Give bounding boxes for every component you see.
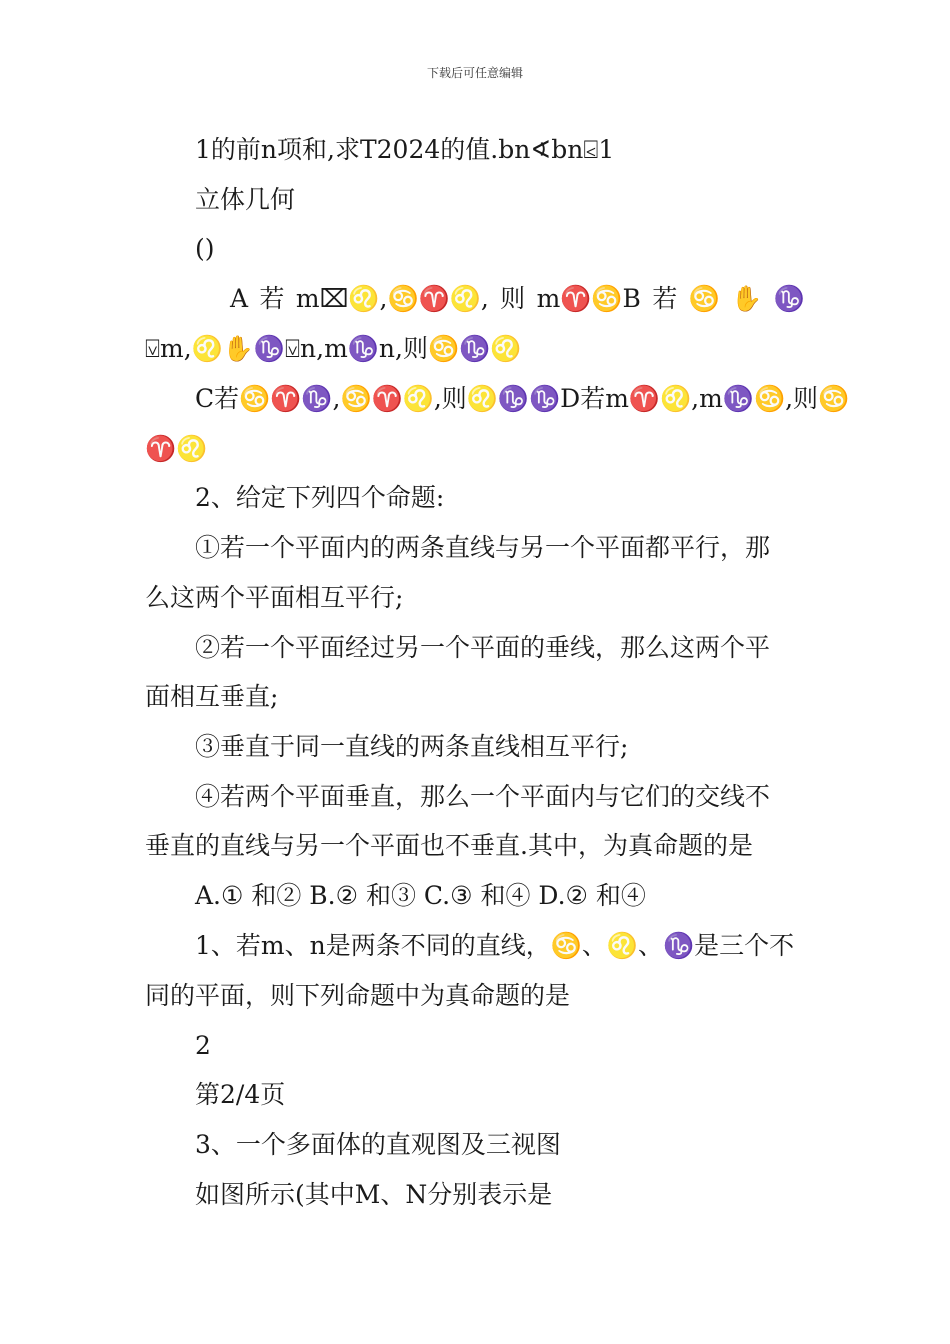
text-line: ⍌m,♌✋♑⍌n,m♑n,则♋♑♌ [145, 334, 522, 363]
text-part: A [230, 284, 249, 313]
text-line: 同的平面，则下列命题中为真命题的是 [145, 981, 571, 1010]
question-heading: 1、若m、n是两条不同的直线，♋、♌、♑是三个不 [195, 931, 795, 960]
text-part: 则 [500, 284, 526, 313]
question-heading: 2、给定下列四个命题: [195, 483, 445, 512]
text-line: ②若一个平面经过另一个平面的垂线，那么这两个平 [195, 633, 771, 662]
text-line: 垂直的直线与另一个平面也不垂直.其中，为真命题的是 [145, 831, 753, 860]
text-line: 1的前n项和,求T2024的值.bn∢bn⍃1 [195, 135, 615, 164]
text-line: C若♋♈♑,♋♈♌,则♌♑♑D若m♈♌,m♑♋,则♋ [195, 384, 850, 413]
text-line: 如图所示(其中M、N分别表示是 [195, 1180, 553, 1209]
text-part: ✋ [731, 284, 763, 313]
page-number: 第2/4页 [195, 1080, 286, 1109]
text-line: ④若两个平面垂直，那么一个平面内与它们的交线不 [195, 782, 771, 811]
text-part: m♈♋B [536, 284, 641, 313]
text-line: ♈♌ [145, 434, 208, 463]
answer-options: A.① 和② B.② 和③ C.③ 和④ D.② 和④ [195, 881, 646, 910]
text-line: 面相互垂直; [145, 682, 279, 711]
text-line: 2 [195, 1031, 211, 1060]
text-part: ♋ [688, 284, 720, 313]
text-line: ①若一个平面内的两条直线与另一个平面都平行，那 [195, 533, 771, 562]
text-part: m⌧♌,♋♈♌, [295, 284, 489, 313]
page-header: 下载后可任意编辑 [426, 66, 523, 80]
text-line: ③垂直于同一直线的两条直线相互平行; [195, 732, 629, 761]
option-line-a-b [230, 283, 805, 315]
text-part: ♑ [773, 284, 805, 313]
text-line: () [195, 234, 215, 263]
question-heading: 3、一个多面体的直观图及三视图 [195, 1130, 561, 1159]
text-line: 么这两个平面相互平行; [145, 583, 404, 612]
text-part: 若 [652, 284, 678, 313]
section-heading: 立体几何 [195, 185, 296, 214]
text-part: 若 [259, 284, 285, 313]
